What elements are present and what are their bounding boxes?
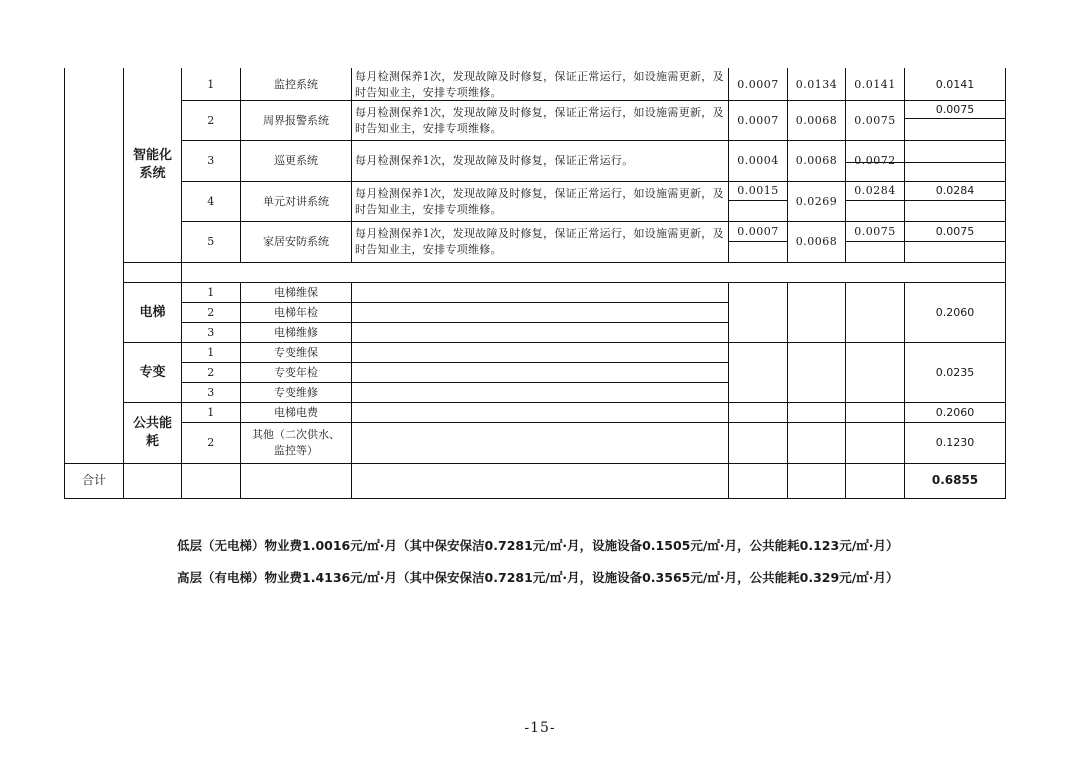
table-row-item: 家居安防系统 xyxy=(263,235,329,249)
group-public-energy: 公共能耗 xyxy=(132,416,172,449)
table-cell-total: 0.0075 xyxy=(935,224,975,238)
table-row-no: 1 xyxy=(207,285,215,299)
table-row-no: 2 xyxy=(207,305,215,319)
table-cell-value: 0.0007 xyxy=(737,77,779,91)
table-row-no: 3 xyxy=(207,154,215,168)
page-number: -15- xyxy=(524,720,556,736)
table-row-item: 监控系统 xyxy=(274,77,318,91)
table-cell-value: 0.0068 xyxy=(795,154,838,168)
total-value: 0.6855 xyxy=(931,473,979,488)
table-row-desc: 每月检测保养1次，发现故障及时修复，保证正常运行，如设施需更新，及时告知业主，安排专项维修。 xyxy=(355,69,724,99)
table-row-desc: 每月检测保养1次，发现故障及时修复，保证正常运行，如设施需更新，及时告知业主，安排专项维修。 xyxy=(355,186,724,216)
table-row-item: 电梯维修 xyxy=(274,325,318,339)
note-high-rise: 高层（有电梯）物业费1.4136元/㎡·月（其中保安保洁0.7281元/㎡·月，设施设备0.3565元/㎡·月，公共能耗0.329元/㎡·月） xyxy=(177,570,899,585)
table-cell-value: 0.0134 xyxy=(795,77,838,91)
table-cell-value: 0.0075 xyxy=(854,113,896,127)
table-cell-value: 0.0068 xyxy=(795,113,838,127)
table-row-no: 5 xyxy=(207,235,215,249)
table-row-no: 4 xyxy=(207,194,215,208)
table-cell-value: 0.0269 xyxy=(795,194,838,208)
table-cell-value: 0.0284 xyxy=(854,184,896,198)
table-row-no: 2 xyxy=(207,365,215,379)
table-row-no: 2 xyxy=(207,436,215,450)
group-intelligent: 智能化系统 xyxy=(132,148,172,181)
table-row-item: 周界报警系统 xyxy=(263,113,329,127)
table-cell-value: 0.0068 xyxy=(795,235,838,249)
table-row-item: 其他（二次供水、监控等） xyxy=(252,428,340,457)
table-row-item: 专变维保 xyxy=(274,345,318,359)
table-cell-value: 0.0007 xyxy=(737,113,779,127)
table-cell-value: 0.0072 xyxy=(854,154,896,168)
total-label: 合计 xyxy=(81,473,106,488)
table-cell-total: 0.2060 xyxy=(935,405,975,419)
table-row-item: 专变维修 xyxy=(274,385,318,399)
table-row-no: 1 xyxy=(207,77,215,91)
table-row-no: 1 xyxy=(207,405,215,419)
table-row-no: 1 xyxy=(207,345,215,359)
table-row-desc: 每月检测保养1次，发现故障及时修复，保证正常运行。 xyxy=(355,154,634,168)
table-cell-total: 0.0075 xyxy=(935,102,975,116)
table-row-desc: 每月检测保养1次，发现故障及时修复，保证正常运行，如设施需更新，及时告知业主，安排专项维修。 xyxy=(355,105,724,135)
table-row-item: 电梯维保 xyxy=(274,285,318,299)
group-elevator: 电梯 xyxy=(139,304,166,320)
table-cell-value: 0.0141 xyxy=(854,77,896,91)
group-transformer: 专变 xyxy=(139,364,166,380)
table-cell-value: 0.0007 xyxy=(737,224,779,238)
table-cell-total: 0.0141 xyxy=(935,77,975,91)
table-row-item: 电梯年检 xyxy=(274,305,318,319)
table-row-no: 3 xyxy=(207,325,215,339)
table-row-item: 电梯电费 xyxy=(274,405,318,419)
table-cell-value: 0.0075 xyxy=(854,224,896,238)
table-row-no: 2 xyxy=(207,113,215,127)
table-row-item: 单元对讲系统 xyxy=(263,194,329,208)
table-cell-value: 0.0015 xyxy=(737,184,779,198)
table-row-item: 巡更系统 xyxy=(274,154,318,168)
table-cell-total: 0.0284 xyxy=(935,184,975,198)
note-low-rise: 低层（无电梯）物业费1.0016元/㎡·月（其中保安保洁0.7281元/㎡·月，设施设备0.1505元/㎡·月，公共能耗0.123元/㎡·月） xyxy=(177,538,899,553)
table-row-item: 专变年检 xyxy=(274,365,318,379)
table-row-no: 3 xyxy=(207,385,215,399)
table-row-desc: 每月检测保养1次，发现故障及时修复，保证正常运行，如设施需更新，及时告知业主，安排专项维修。 xyxy=(355,227,724,256)
transformer-total: 0.0235 xyxy=(935,365,975,379)
elevator-total: 0.2060 xyxy=(935,305,975,319)
table-cell-total: 0.1230 xyxy=(935,436,975,450)
table-cell-value: 0.0004 xyxy=(737,154,779,168)
